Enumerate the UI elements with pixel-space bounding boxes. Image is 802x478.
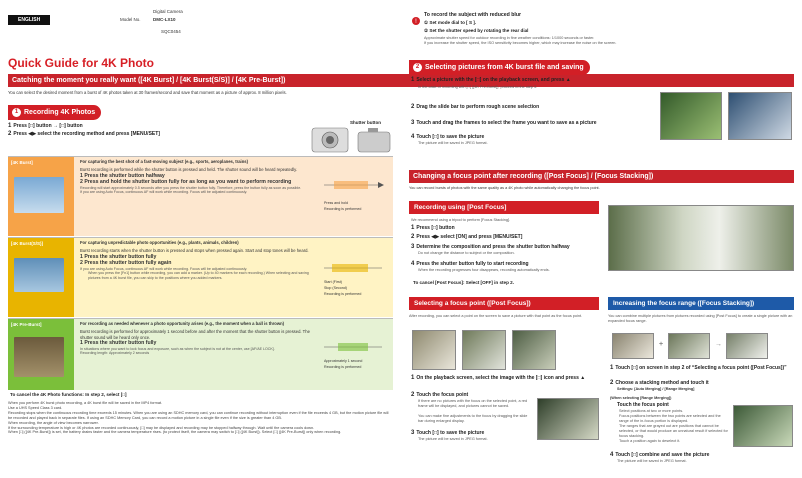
mode-4k-pre-burst — [8, 318, 393, 390]
plus-sign-1: + — [659, 341, 664, 348]
rec-step-1: 1 Press [□] button → [□] button — [8, 123, 83, 129]
mode-desc: Burst recording starts when the shutter button is pressed and stops when pressed again. Start and stop tones will be heard. — [80, 248, 309, 254]
mode-step-1: 1 Press the shutter button fully — [80, 253, 157, 260]
pf-step-1: 1 Press [□] button — [411, 225, 455, 231]
stacking-title: Increasing the focus range ([Focus Stacking]) — [608, 297, 794, 310]
model-label: Model No. — [120, 17, 141, 22]
blur-note-2: If you increase the shutter speed, the ISO sensitivity becomes higher, which may increase the noise on the screen. — [424, 41, 617, 45]
pf-step-4-text: Press the shutter button fully to start recording — [416, 261, 529, 267]
model-number: DMC-LX10 — [153, 17, 176, 22]
mode-heading: For capturing unpredictable photo opportunities (e.g., plants, animals, children) — [80, 240, 239, 245]
mode-step-1-text: Press the shutter button fully — [84, 253, 157, 260]
fs-step-3-text: Touch the focus point — [617, 402, 669, 408]
mode-text-4k-pre-burst — [80, 321, 315, 356]
rec-step-2-text: Press ◀▶ select the recording method and press [MENU/SET] — [13, 131, 160, 137]
footnote-4: When recording, the angle of view becomes narrower. — [8, 420, 99, 425]
mode-note-2: If you are using Auto Focus, continuous AF will work while recording. Focus will be adjusted continuously. — [80, 190, 248, 195]
sf-step-2-note-2: You can make fine adjustments to the focus by dragging the slide bar during enlarged display. — [418, 414, 528, 423]
fs-step-1: 1 Touch [□] on screen in step 2 of “Selecting a focus point ([Post Focus])” — [610, 365, 787, 371]
mode-label-text: [4K Burst(S/S)] — [11, 241, 44, 246]
mode-step-2-text: Press and hold the shutter button fully for as long as you want to perform recording — [84, 179, 292, 186]
rec-post-focus-title: Recording using [Post Focus] — [409, 201, 599, 214]
arrow-sign: → — [715, 341, 722, 348]
focus-screen — [537, 398, 599, 440]
pf-cancel-note: To cancel [Post Focus]: Select [OFF] in step 2. — [413, 280, 514, 285]
blur-step-2-text: Set the shutter speed by rotating the rear dial — [429, 28, 529, 33]
fs-step-4-note: The picture will be saved in JPEG format. — [617, 459, 687, 463]
mode-text-4k-burst — [80, 159, 315, 195]
blur-note-1: Approximate shutter speed for outdoor recording in fine weather conditions: 1/1000 seconds or faster. — [424, 36, 595, 40]
rec-post-focus-note: We recommend using a tripod to perform [Focus Stacking]. — [411, 218, 511, 222]
sf-step-3-text: Touch [□] to save the picture — [416, 430, 485, 436]
screen-thumb-2 — [728, 92, 792, 140]
mode-note-1: If you are using Auto Focus, continuous AF will work while recording. Focus will be adjusted continuously. — [80, 266, 248, 271]
sf-step-1: 1 On the playback screen, select the image with the [□] icon and press ▲ — [411, 375, 586, 381]
section-title-4k: Catching the moment you really want ([4K Burst] / [4K Burst(S/S)] / [4K Pre-Burst]) — [8, 74, 794, 87]
fs-step-4-text: Touch [□] combine and save the picture — [615, 452, 710, 458]
mode-note-2: When you press the [Fn1] button while recording, you can add a marker. (Up to 40 markers for each recording.) When selecting and saving pictures from a 4K burst file, you can skip to the positions where you added markers. — [88, 271, 309, 280]
fs-step-1-text: Touch [□] on screen in step 2 of “Selecting a focus point ([Post Focus])” — [615, 365, 787, 371]
sel-step-2-text: Drag the slide bar to perform rough scene selection — [416, 104, 540, 110]
mode-label-text: [4K Pre-Burst] — [11, 322, 42, 327]
fs-step-3 — [617, 402, 669, 408]
recording-header — [8, 105, 101, 120]
stack-photo-2 — [668, 333, 710, 359]
blur-step-1-text: Set mode dial to [ S ]. — [429, 20, 477, 25]
fs-step-4: 4 Touch [□] combine and save the picture — [610, 452, 710, 458]
language-tag: ENGLISH — [8, 15, 50, 25]
pf-step-4: 4 Press the shutter button fully to start recording — [411, 261, 529, 267]
fs-step-2: 2 Choose a stacking method and touch it — [610, 380, 709, 386]
tl-note-1: Approximately 1 second — [324, 359, 363, 363]
sf-step-2-note-1: If there are no pictures with the focus on the selected point, a red frame will be displayed, and pictures cannot be saved. — [418, 399, 528, 408]
blur-title: To record the subject with reduced blur — [424, 12, 522, 18]
tl-note-3: Recording is performed — [324, 292, 362, 296]
cancel-4k-note: To cancel the 4K Photo functions: In step 2, select [□] — [10, 392, 127, 397]
tl-note-1: Start (First) — [324, 280, 342, 284]
range-merge-screen — [733, 405, 793, 447]
sf-step-3-note: The picture will be saved in JPEG format. — [418, 437, 488, 441]
footnote-5: If the surrounding temperature is high or 4K photos are recorded continuously, [□] may be displayed and recording may be stopped halfway through. Wait until the camera cools down. — [8, 425, 315, 430]
tl-note-2: Stop (Second) — [324, 286, 347, 290]
sel-step-3-text: Touch and drag the frames to select the frame you want to save as a picture — [416, 120, 597, 126]
tl-note-2: Recording is performed — [324, 207, 362, 211]
mode-step-2: 2 Press the shutter button fully again — [80, 260, 172, 267]
selecting-header — [409, 60, 590, 75]
fs-step-3-note-2: Focus positions between the two points are selected and the range of the in-focus portion is displayed. — [619, 414, 721, 423]
screen-thumb-1 — [660, 92, 722, 140]
mode-4k-burst-ss — [8, 237, 393, 317]
blur-step-1: ① Set mode dial to [ S ]. — [424, 20, 477, 25]
mode-step-1: 1 Press the shutter button fully — [80, 340, 157, 347]
step-number: 1 — [12, 108, 21, 117]
tl-note-1: Press and hold — [324, 201, 348, 205]
pf-step-3-text: Determine the composition and press the shutter button halfway — [416, 244, 570, 250]
fs-step-2-text: Choose a stacking method and touch it — [615, 380, 709, 386]
blur-step-2: ② Set the shutter speed by rotating the rear dial — [424, 28, 529, 33]
fs-step-3-note-1: Select positions at two or more points. — [619, 409, 684, 413]
sf-step-3: 3 Touch [□] to save the picture — [411, 430, 485, 436]
mode-desc: Burst recording is performed for approximately 1 second before and after the moment that the shutter button is pressed. The shutter sound will be heard only once. — [80, 329, 310, 340]
recording-title: Recording 4K Photos — [24, 109, 96, 116]
step-number: 2 — [413, 63, 422, 72]
sel-step-4-text: Touch [□] to save the picture — [416, 134, 485, 140]
doc-code: SQC0454 — [161, 29, 181, 34]
mode-step-2: 2 Press and hold the shutter button fully for as long as you want to perform recording — [80, 179, 292, 186]
focus-photo-2 — [462, 330, 506, 370]
lantern-photo — [608, 205, 794, 271]
photo-horse — [14, 337, 64, 377]
mode-step-1: 1 Press the shutter button halfway — [80, 172, 165, 179]
mode-label-text: [4K Burst] — [11, 160, 33, 165]
pf-step-2: 2 Press ◀▶ select [ON] and press [MENU/SET] — [411, 234, 523, 240]
mode-text-4k-burst-ss — [80, 240, 315, 281]
footnote-2: Use a UHS Speed Class 3 card. — [8, 405, 63, 410]
mode-step-1-text: Press the shutter button halfway — [84, 172, 165, 179]
mode-note-1: Recording will start approximately 0.5 seconds after you press the shutter button fully. Therefore, press the button fully as soon as possible. — [80, 185, 302, 190]
stack-photo-1 — [612, 333, 654, 359]
pf-step-4-note: When the recording progresses four disappears, recording automatically ends. — [418, 268, 550, 272]
mode-heading: For recording as needed whenever a photo opportunity arises (e.g., the moment when a ball is thrown) — [80, 321, 285, 326]
photo-airplane — [14, 177, 64, 213]
pf-step-2-text: Press ◀▶ select [ON] and press [MENU/SET] — [416, 234, 523, 240]
footnotes — [8, 401, 393, 435]
focus-photo-3 — [512, 330, 556, 370]
sel-step-4-note: The picture will be saved in JPEG format. — [418, 141, 488, 145]
fs-step-2-note: Settings: [Auto Merging] / [Range Merging] — [617, 387, 695, 391]
mode-note-2: Recording length: Approximately 2 seconds — [80, 351, 150, 356]
stacking-intro: You can combine multiple pictures from pictures recorded using [Post Focus] to create a single picture with an expanded focus range. — [608, 314, 793, 323]
sel-step-2: 2 Drag the slide bar to perform rough scene selection — [411, 104, 540, 110]
selecting-title: Selecting pictures from 4K burst file and saving — [425, 64, 584, 71]
post-focus-intro: You can record bursts of photos with the same quality as a 4K photo while automatically changing the focus point. — [409, 186, 600, 190]
fs-step-3-heading: (When selecting [Range Merging]) — [610, 396, 672, 400]
pf-step-3-note: Do not change the distance to subject or the composition. — [418, 251, 515, 255]
pf-step-1-text: Press [□] button — [416, 225, 455, 231]
sel-step-4: 4 Touch [□] to save the picture — [411, 134, 485, 140]
fs-step-3-note-4: Touch a position again to deselect it. — [619, 439, 681, 443]
post-focus-title: Changing a focus point after recording ([Post Focus] / [Focus Stacking]) — [409, 170, 794, 183]
photo-swan — [14, 258, 64, 292]
footnote-1: When you perform 4K burst photo recording, a 4K burst file will be saved in the MP4 format. — [8, 401, 163, 405]
sf-step-2-text: Touch the focus point — [416, 392, 469, 398]
mode-step-2-text: Press the shutter button fully again — [84, 260, 172, 267]
pf-step-3: 3 Determine the composition and press the shutter button halfway — [411, 244, 570, 250]
stack-photo-result — [726, 333, 768, 359]
camera-illustration — [310, 118, 394, 156]
sel-step-1: 1 Select a picture with the [□] on the playback screen, and press ▲ — [411, 77, 571, 83]
sf-step-1-text: On the playback screen, select the image with the [□] icon and press ▲ — [416, 375, 586, 381]
tl-note-2: Recording is performed — [324, 365, 362, 369]
fs-step-3-note-3: The ranges that are grayed out are positions that cannot be selected, or that would produce an unnatural result if selected for focus stacking. — [619, 424, 728, 438]
mode-step-1-text: Press the shutter button fully — [84, 340, 157, 347]
sf-step-2: 2 Touch the focus point — [411, 392, 469, 398]
section-intro: You can select the desired moment from a burst of 4K photos taken at 30 frames/second and save that moment as a picture of approx. 8 million pixels. — [8, 90, 287, 95]
sel-step-1-note: In the case of recording with [□] ([4K Pre-Burst]), proceed to the step 3. — [418, 85, 538, 89]
select-focus-title: Selecting a focus point ([Post Focus]) — [409, 297, 599, 310]
mode-note-1: In situations where you want to lock focus and exposure, such as when the subject is not at the center, use [AF/AE LOCK]. — [80, 346, 275, 351]
tip-icon — [412, 12, 420, 25]
mode-heading: For capturing the best shot of a fast-moving subject (e.g., sports, aeroplanes, trains) — [80, 159, 248, 164]
shutter-label: Shutter button — [350, 120, 381, 125]
product-name: Digital Camera — [153, 9, 183, 14]
sel-step-1-text: Select a picture with the [□] on the playback screen, and press ▲ — [416, 77, 571, 83]
footnote-6: When [□] ([4K Pre-Burst]) is set, the battery drains faster and the camera temperature rises. (to protect itself, the camera may switch to [□] ([4K Burst]). Select [□] ([4K Pre-Burst]) only when recording. — [8, 430, 342, 435]
rec-step-1-text: Press [□] button → [□] button — [13, 123, 83, 129]
mode-desc: Burst recording is performed while the shutter button is pressed and held. The shutter sound will be heard repeatedly. — [80, 167, 298, 173]
page-title: Quick Guide for 4K Photo — [8, 56, 155, 70]
mode-4k-burst — [8, 156, 393, 236]
rec-step-2: 2 Press ◀▶ select the recording method and press [MENU/SET] — [8, 131, 160, 137]
svg-text:!: ! — [415, 19, 417, 25]
select-focus-intro: After recording, you can select a point on the screen to save a picture with that point as the focus point. — [409, 314, 583, 318]
sel-step-3: 3 Touch and drag the frames to select the frame you want to save as a picture — [411, 120, 597, 126]
focus-photo-1 — [412, 330, 456, 370]
footnote-3: Recording stops when the continuous recording time exceeds 15 minutes. When you are using an SDHC memory card, you can continue recording without interruption even if the file exceeds 4 GB, but the motion picture file will be recorded and played back in separate files. If using an SDHC Memory Card, you can record a motion picture in a single file even if the size is greater than 4 GB. — [8, 410, 389, 420]
